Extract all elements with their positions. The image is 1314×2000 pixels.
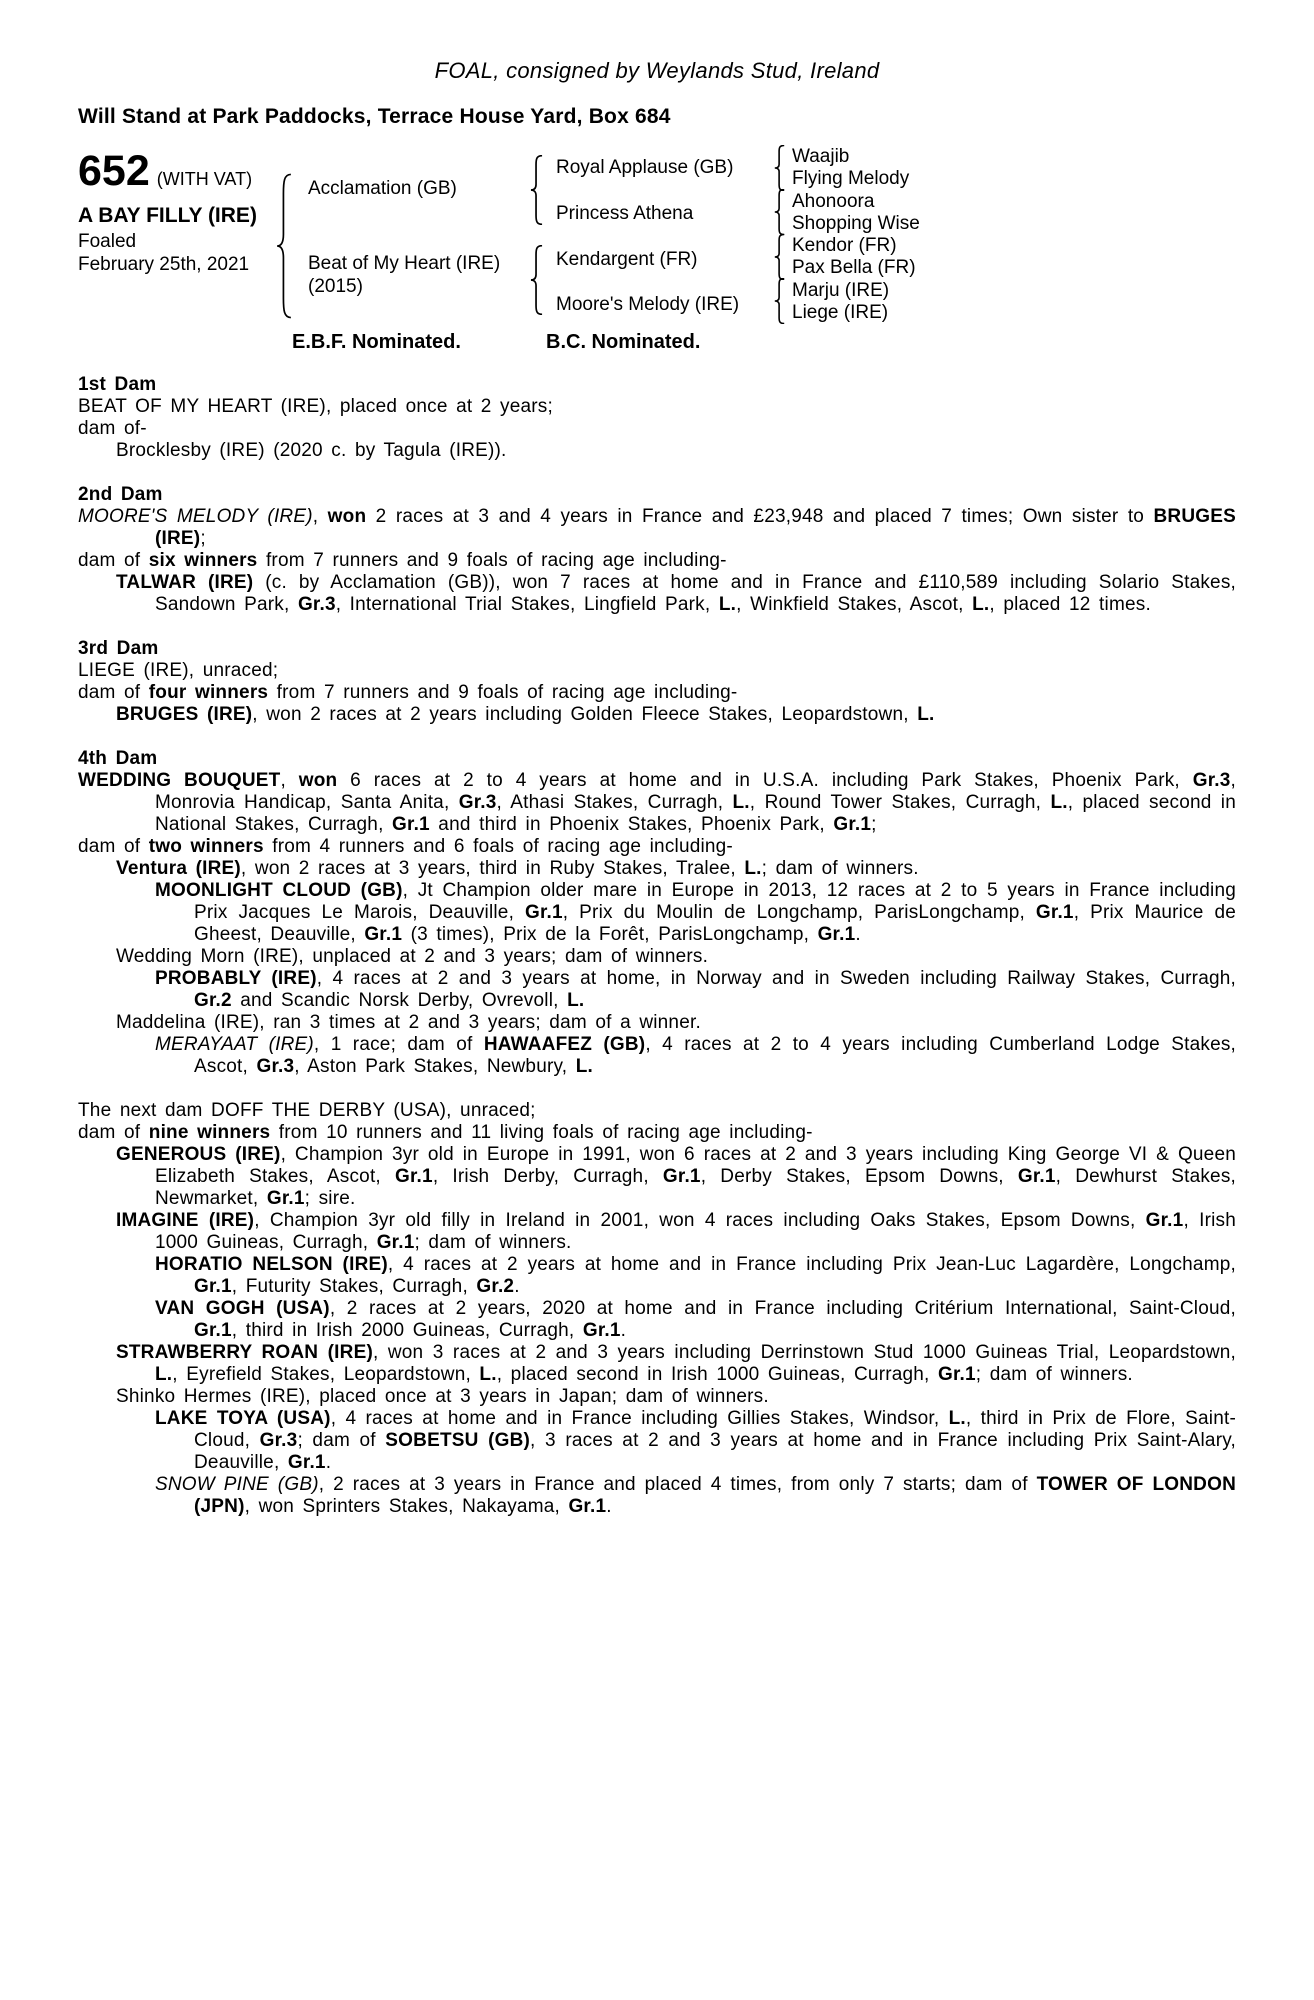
text-run: SOBETSU (GB)	[385, 1430, 531, 1451]
dam-year: (2015)	[308, 276, 363, 297]
pedigree-paragraph	[78, 968, 1236, 1012]
text-run: from 4 runners and 6 foals of racing age including-	[263, 836, 733, 857]
pedigree-brace-icon	[774, 189, 785, 235]
text-run: , Dewhurst Stakes, Newmarket,	[155, 1166, 1236, 1209]
text-run: L.	[917, 704, 935, 725]
pedigree-paragraph	[78, 1210, 1236, 1254]
text-run: ; dam of winners.	[761, 858, 919, 879]
text-run: , International Trial Stakes, Lingfield Park,	[335, 594, 719, 615]
text-run: , 3 races at 2 and 3 years at home and in France including Prix Saint-Alary, Deauville,	[194, 1430, 1236, 1473]
pedigree-paragraph	[78, 836, 1236, 858]
pedigree-paragraph	[78, 1012, 1236, 1034]
text-run: , won 2 races at 2 years including Golden Fleece Stakes, Leopardstown,	[252, 704, 918, 725]
text-run: , 1 race; dam of	[313, 1034, 484, 1055]
sire-name: Acclamation (GB)	[308, 178, 457, 199]
text-run: , Monrovia Handicap, Santa Anita,	[155, 770, 1236, 813]
pedigree-paragraph	[78, 858, 1236, 880]
text-run: four winners	[148, 682, 269, 703]
vat-note: (WITH VAT)	[156, 169, 253, 189]
text-run: from 7 runners and 9 foals of racing age including-	[268, 682, 738, 703]
text-run: and third in Phoenix Stakes, Phoenix Park,	[429, 814, 834, 835]
text-run: nine winners	[148, 1122, 271, 1143]
dam-name: Beat of My Heart (IRE)	[308, 253, 501, 274]
pedigree-brace-icon	[774, 278, 785, 324]
pedigree-paragraph	[78, 682, 1236, 704]
lot-number: 652	[78, 147, 150, 195]
text-run: , Champion 3yr old in Europe in 1991, won 6 races at 2 and 3 years including King George VI & Queen Elizabeth Stakes, Ascot,	[155, 1144, 1236, 1187]
text-run: ; dam of winners.	[975, 1364, 1133, 1385]
text-run: L.	[575, 1056, 594, 1077]
pedigree-brace-icon	[530, 155, 543, 225]
text-run: Gr.1	[582, 1320, 621, 1341]
pedigree-paragraph	[78, 880, 1236, 946]
text-run: BRUGES (IRE)	[155, 506, 1236, 549]
text-run: L.	[155, 1364, 173, 1385]
text-run: , Eyrefield Stakes, Leopardstown,	[172, 1364, 480, 1385]
text-run: , won 2 races at 3 years, third in Ruby Stakes, Tralee,	[240, 858, 745, 879]
text-run: , 4 races at 2 and 3 years at home, in Norway and in Sweden including Railway Stakes, Curragh,	[316, 968, 1236, 989]
pedigree-paragraph	[78, 1034, 1236, 1078]
text-run: , won Sprinters Stakes, Nakayama,	[244, 1496, 569, 1517]
text-run: , Athasi Stakes, Curragh,	[496, 792, 733, 813]
text-run: Shinko Hermes (IRE), placed once at 3 years in Japan; dam of winners.	[116, 1386, 769, 1407]
text-run: L.	[479, 1364, 497, 1385]
text-run: , 4 races at 2 to 4 years including Cumberland Lodge Stakes, Ascot,	[194, 1034, 1237, 1077]
text-run: Gr.1	[833, 814, 872, 835]
text-run: , placed second in National Stakes, Curragh,	[155, 792, 1236, 835]
pedigree-paragraph	[78, 946, 1236, 968]
dam-heading: 4th Dam	[78, 748, 158, 769]
dam-section	[78, 374, 1236, 462]
text-run: , third in Prix de Flore, Saint-Cloud,	[194, 1408, 1236, 1451]
text-run: dam of	[78, 682, 149, 703]
text-run: The next dam DOFF THE DERBY (USA), unraced;	[78, 1100, 536, 1121]
text-run: ; dam of winners.	[414, 1232, 572, 1253]
text-run: (c. by Acclamation (GB)), won 7 races at home and in France and £110,589 including Solario Stakes, Sandown Park,	[155, 572, 1236, 615]
foaled-label: Foaled	[78, 231, 137, 252]
pedigree-paragraph	[78, 1298, 1236, 1342]
pedigree-brace-icon	[774, 234, 785, 280]
stand-location-line: Will Stand at Park Paddocks, Terrace House Yard, Box 684	[78, 105, 671, 128]
pedigree-paragraph	[78, 1254, 1236, 1298]
text-run: GENEROUS (IRE)	[116, 1144, 281, 1165]
text-run: Gr.3	[297, 594, 336, 615]
text-run: MERAYAAT (IRE)	[155, 1034, 314, 1055]
text-run: L.	[744, 858, 762, 879]
text-run: .	[606, 1496, 612, 1517]
text-run: ; sire.	[304, 1188, 356, 1209]
text-run: won	[298, 770, 338, 791]
text-run: , third in Irish 2000 Guineas, Curragh,	[231, 1320, 583, 1341]
text-run: .	[325, 1452, 332, 1473]
text-run: L.	[732, 792, 750, 813]
great-grandparent-name: Pax Bella (FR)	[792, 257, 916, 278]
text-run: MOONLIGHT CLOUD (GB)	[155, 880, 403, 901]
text-run: PROBABLY (IRE)	[155, 968, 317, 989]
text-run: LIEGE (IRE), unraced;	[78, 660, 279, 681]
pedigree-paragraph	[78, 572, 1236, 616]
text-run: .	[620, 1320, 627, 1341]
text-run: STRAWBERRY ROAN (IRE)	[116, 1342, 373, 1363]
catalogue-sections	[78, 374, 1236, 1518]
text-run: , 2 races at 2 years, 2020 at home and in France including Critérium International, Saint-Cloud,	[329, 1298, 1236, 1319]
text-run: , Irish Derby, Curragh,	[432, 1166, 663, 1187]
pedigree-paragraph	[78, 1386, 1236, 1408]
text-run: Gr.1	[1145, 1210, 1184, 1231]
next-dam-section	[78, 1100, 1236, 1518]
pedigree-brace-icon	[276, 173, 292, 319]
text-run: Wedding Morn (IRE), unplaced at 2 and 3 years; dam of winners.	[116, 946, 709, 967]
pedigree-table	[78, 145, 1236, 361]
text-run: , Derby Stakes, Epsom Downs,	[700, 1166, 1018, 1187]
text-run: SNOW PINE (GB)	[155, 1474, 319, 1495]
text-run: Gr.1	[1035, 902, 1074, 923]
text-run: ; dam of	[297, 1430, 386, 1451]
text-run: Gr.1	[395, 1166, 433, 1187]
text-run: 2 races at 3 and 4 years in France and £23,948 and placed 7 times; Own sister to	[366, 506, 1154, 527]
text-run: , Prix du Moulin de Longchamp, ParisLongchamp,	[562, 902, 1036, 923]
pedigree-brace-icon	[530, 245, 543, 315]
pedigree-paragraph	[78, 396, 1236, 418]
text-run: HAWAAFEZ (GB)	[483, 1034, 646, 1055]
great-grandparent-name: Waajib	[792, 146, 850, 167]
text-run: Ventura (IRE)	[116, 858, 241, 879]
text-run: Gr.1	[568, 1496, 607, 1517]
pedigree-paragraph	[78, 1474, 1236, 1518]
text-run: TALWAR (IRE)	[116, 572, 254, 593]
granddam-name: Princess Athena	[556, 203, 694, 224]
grandsire-name: Royal Applause (GB)	[556, 157, 734, 178]
text-run: Gr.1	[1017, 1166, 1056, 1187]
text-run: Gr.1	[392, 814, 430, 835]
text-run: dam of	[78, 836, 149, 857]
text-run: dam of	[78, 1122, 149, 1143]
text-run: dam of-	[78, 418, 147, 439]
granddam-name: Moore's Melody (IRE)	[556, 294, 740, 315]
text-run: LAKE TOYA (USA)	[155, 1408, 331, 1429]
text-run: Maddelina (IRE), ran 3 times at 2 and 3 years; dam of a winner.	[116, 1012, 701, 1033]
text-run: Gr.3	[259, 1430, 298, 1451]
text-run: from 7 runners and 9 foals of racing age including-	[257, 550, 727, 571]
text-run: dam of	[78, 550, 149, 571]
pedigree-paragraph	[78, 704, 1236, 726]
text-run: TOWER OF LONDON (JPN)	[194, 1474, 1237, 1517]
text-run: ,	[280, 770, 299, 791]
text-run: , placed second in Irish 1000 Guineas, Curragh,	[496, 1364, 939, 1385]
text-run: Gr.1	[266, 1188, 305, 1209]
text-run: and Scandic Norsk Derby, Ovrevoll,	[231, 990, 568, 1011]
text-run: Gr.1	[817, 924, 856, 945]
text-run: L.	[948, 1408, 966, 1429]
text-run: Gr.1	[524, 902, 563, 923]
text-run: Brocklesby (IRE) (2020 c. by Tagula (IRE)).	[116, 440, 507, 461]
great-grandparent-name: Liege (IRE)	[792, 302, 889, 323]
text-run: , Futurity Stakes, Curragh,	[231, 1276, 477, 1297]
text-run: L.	[972, 594, 990, 615]
consignor-title: FOAL, consigned by Weylands Stud, Ireland	[434, 58, 880, 83]
text-run: , Irish 1000 Guineas, Curragh,	[155, 1210, 1236, 1253]
pedigree-paragraph	[78, 1144, 1236, 1210]
great-grandparent-name: Flying Melody	[792, 168, 910, 189]
text-run: Gr.3	[458, 792, 497, 813]
text-run: L.	[718, 594, 737, 615]
dam-heading: 3rd Dam	[78, 638, 159, 659]
text-run: , Winkfield Stakes, Ascot,	[736, 594, 973, 615]
text-run: , won 3 races at 2 and 3 years including Derrinstown Stud 1000 Guineas Trial, Leopardstown,	[372, 1342, 1236, 1363]
dam-heading: 1st Dam	[78, 374, 157, 395]
text-run: BRUGES (IRE)	[116, 704, 253, 725]
pedigree-paragraph	[78, 1100, 1236, 1122]
pedigree-paragraph	[78, 660, 1236, 682]
text-run: HORATIO NELSON (IRE)	[155, 1254, 388, 1275]
text-run: Gr.2	[476, 1276, 515, 1297]
pedigree-paragraph	[78, 1122, 1236, 1144]
text-run: Gr.3	[256, 1056, 295, 1077]
text-run: VAN GOGH (USA)	[155, 1298, 330, 1319]
text-run: ;	[200, 528, 206, 549]
text-run: Gr.1	[376, 1232, 415, 1253]
text-run: WEDDING BOUQUET	[78, 770, 281, 791]
text-run: won	[327, 506, 367, 527]
text-run: Gr.2	[194, 990, 232, 1011]
text-run: ;	[871, 814, 877, 835]
text-run: , Prix Maurice de Gheest, Deauville,	[194, 902, 1236, 945]
text-run: ,	[312, 506, 328, 527]
pedigree-brace-icon	[774, 145, 785, 191]
text-run: , 4 races at home and in France including Gillies Stakes, Windsor,	[330, 1408, 949, 1429]
text-run: Gr.1	[938, 1364, 976, 1385]
bc-nominated-label: B.C. Nominated.	[546, 331, 701, 353]
great-grandparent-name: Ahonoora	[792, 191, 875, 212]
text-run: MOORE'S MELODY (IRE)	[78, 506, 313, 527]
ebf-nominated-label: E.B.F. Nominated.	[292, 331, 461, 353]
pedigree-paragraph	[78, 770, 1236, 836]
text-run: BEAT OF MY HEART (IRE), placed once at 2 years;	[78, 396, 553, 417]
pedigree-paragraph	[78, 418, 1236, 440]
text-run: , 4 races at 2 years at home and in France including Prix Jean-Luc Lagardère, Longchamp,	[387, 1254, 1236, 1275]
dam-section	[78, 484, 1236, 616]
text-run: , placed 12 times.	[989, 594, 1151, 615]
grandsire-name: Kendargent (FR)	[556, 249, 698, 270]
horse-name: A BAY FILLY (IRE)	[78, 204, 257, 227]
great-grandparent-name: Marju (IRE)	[792, 280, 890, 301]
text-run: Gr.1	[364, 924, 403, 945]
text-run: six winners	[148, 550, 258, 571]
text-run: IMAGINE (IRE)	[116, 1210, 255, 1231]
text-run: , 2 races at 3 years in France and placed 4 times, from only 7 starts; dam of	[318, 1474, 1037, 1495]
text-run: (3 times), Prix de la Forêt, ParisLongchamp,	[402, 924, 818, 945]
text-run: Gr.1	[662, 1166, 701, 1187]
great-grandparent-name: Kendor (FR)	[792, 235, 897, 256]
text-run: L.	[567, 990, 585, 1011]
text-run: Gr.1	[194, 1320, 232, 1341]
great-grandparent-name: Shopping Wise	[792, 213, 920, 234]
text-run: .	[514, 1276, 520, 1297]
text-run: .	[855, 924, 861, 945]
text-run: , Round Tower Stakes, Curragh,	[749, 792, 1051, 813]
pedigree-paragraph	[78, 550, 1236, 572]
dam-section	[78, 638, 1236, 726]
dam-section	[78, 748, 1236, 1078]
text-run: , Champion 3yr old filly in Ireland in 2001, won 4 races including Oaks Stakes, Epsom Downs,	[254, 1210, 1146, 1231]
dam-heading: 2nd Dam	[78, 484, 163, 505]
lot-number-line	[78, 147, 253, 195]
pedigree-paragraph	[78, 1342, 1236, 1386]
text-run: L.	[1050, 792, 1068, 813]
text-run: 6 races at 2 to 4 years at home and in U.S.A. including Park Stakes, Phoenix Park,	[337, 770, 1193, 791]
text-run: two winners	[148, 836, 264, 857]
pedigree-paragraph	[78, 440, 1236, 462]
foaled-date: February 25th, 2021	[78, 254, 250, 275]
text-run: from 10 runners and 11 living foals of racing age including-	[270, 1122, 813, 1143]
text-run: Gr.1	[194, 1276, 232, 1297]
text-run: , Jt Champion older mare in Europe in 2013, 12 races at 2 to 5 years in France including Prix Jacques Le Marois, Deauville,	[194, 880, 1236, 923]
text-run: Gr.3	[1192, 770, 1231, 791]
text-run: Gr.1	[287, 1452, 326, 1473]
text-run: , Aston Park Stakes, Newbury,	[294, 1056, 576, 1077]
pedigree-paragraph	[78, 1408, 1236, 1474]
pedigree-paragraph	[78, 506, 1236, 550]
